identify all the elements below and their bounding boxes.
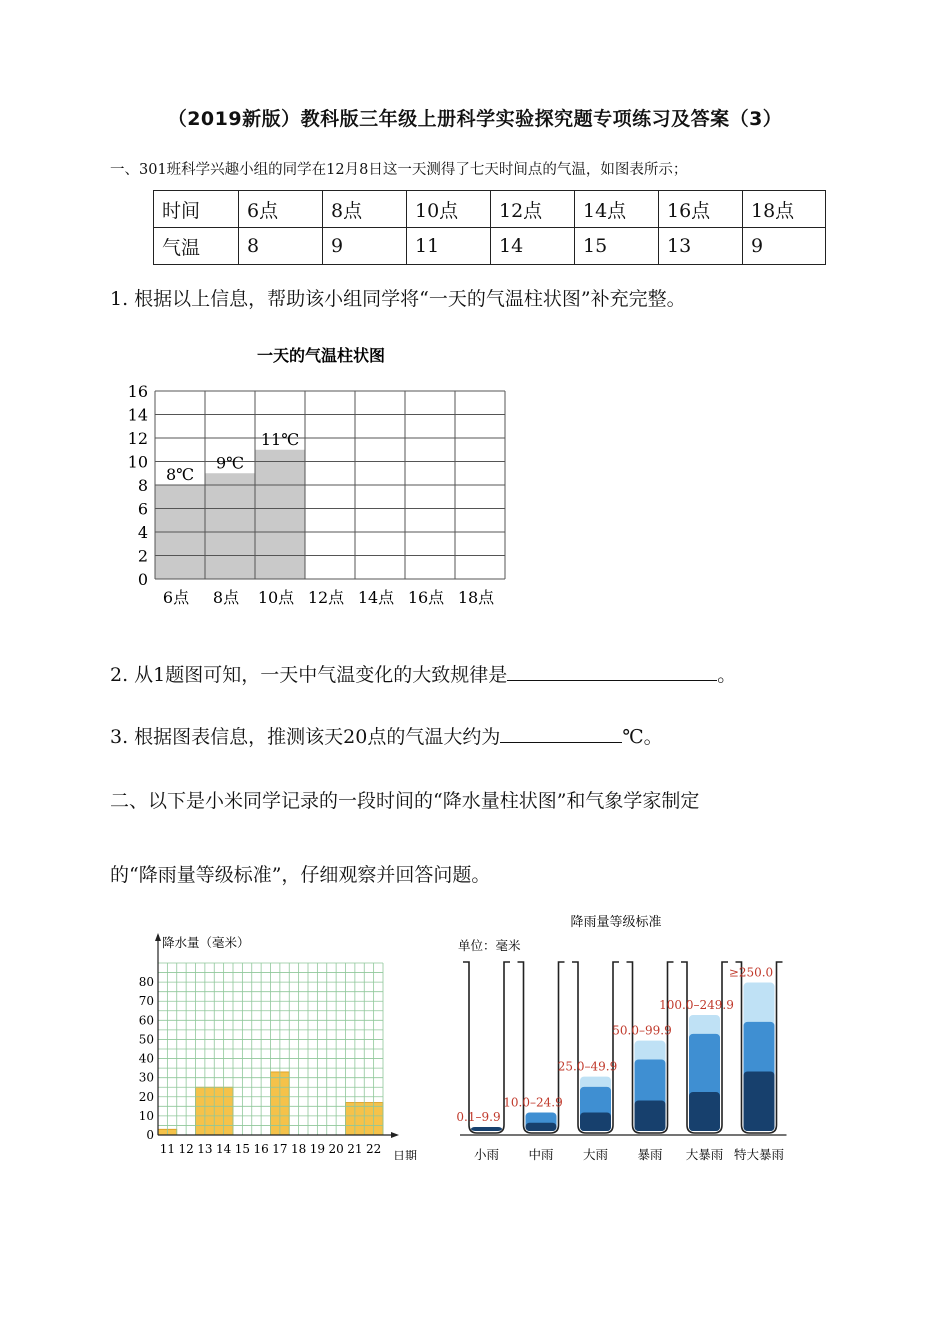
rain-level-label: 暴雨 bbox=[637, 1147, 663, 1162]
page-title: （2019新版）教科版三年级上册科学实验探究题专项练习及答案（3） bbox=[167, 108, 783, 130]
rain-range-label: 10.0–24.9 bbox=[503, 1095, 563, 1110]
x-tick-label: 16点 bbox=[407, 588, 445, 607]
rain-range-label: 0.1–9.9 bbox=[456, 1110, 501, 1125]
question-2 bbox=[110, 660, 736, 687]
question-2-end: 。 bbox=[717, 664, 737, 686]
data-label: 11℃ bbox=[260, 429, 300, 449]
y-tick-label: 70 bbox=[138, 994, 154, 1009]
y-tick-label: 40 bbox=[138, 1051, 154, 1066]
x-tick-label: 21 bbox=[347, 1142, 363, 1156]
x-tick-label: 16 bbox=[253, 1142, 269, 1156]
x-tick-label: 19 bbox=[309, 1142, 326, 1156]
x-tick-label: 17 bbox=[272, 1142, 288, 1156]
question-3 bbox=[110, 722, 663, 749]
section2-line1: 二、以下是小米同学记录的一段时间的“降水量柱状图”和气象学家制定 bbox=[110, 790, 700, 812]
x-tick-label: 18点 bbox=[457, 588, 495, 607]
tube-fill bbox=[635, 1101, 666, 1131]
y-tick-label: 6 bbox=[137, 499, 148, 519]
y-tick-label: 4 bbox=[137, 523, 148, 542]
y-tick-label: 10 bbox=[127, 452, 148, 472]
y-tick-label: 0 bbox=[137, 570, 148, 589]
section2-line2: 的“降雨量等级标准”，仔细观察并回答问题。 bbox=[110, 864, 491, 886]
y-tick-label: 80 bbox=[138, 975, 154, 990]
table-cell-time: 12点 bbox=[491, 191, 575, 228]
chart-title: 一天的气温柱状图 bbox=[256, 346, 386, 365]
x-axis-arrow bbox=[391, 1132, 399, 1138]
answer-blank-3[interactable] bbox=[500, 723, 622, 743]
x-tick-label: 10点 bbox=[257, 588, 295, 607]
rainfall-level-chart bbox=[448, 905, 820, 1170]
x-tick-label: 11 bbox=[159, 1142, 176, 1156]
y-axis-arrow bbox=[155, 933, 161, 941]
table-cell-time: 6点 bbox=[239, 191, 323, 228]
y-axis-label: 降水量（毫米） bbox=[162, 935, 250, 950]
y-tick-label: 2 bbox=[137, 546, 148, 566]
table-cell-temp: 13 bbox=[659, 228, 743, 265]
question-3-text: 3. 根据图表信息，推测该天20点的气温大约为 bbox=[110, 726, 501, 748]
y-tick-label: 12 bbox=[127, 429, 148, 448]
temperature-bar bbox=[205, 473, 255, 579]
data-label: 8℃ bbox=[165, 465, 195, 484]
y-tick-label: 8 bbox=[137, 476, 148, 495]
y-tick-label: 0 bbox=[146, 1128, 154, 1142]
x-tick-label: 18 bbox=[290, 1142, 307, 1156]
x-tick-label: 14点 bbox=[357, 588, 395, 607]
table-cell-temp: 14 bbox=[491, 228, 575, 265]
rain-range-label: ≥250.0 bbox=[728, 965, 774, 980]
table-header-temp: 气温 bbox=[154, 228, 239, 265]
table-row-time bbox=[154, 191, 826, 228]
answer-blank-2[interactable] bbox=[507, 661, 717, 681]
x-tick-label: 14 bbox=[215, 1142, 232, 1156]
y-tick-label: 14 bbox=[127, 405, 148, 425]
rainfall-level-title: 降雨量等级标准 bbox=[570, 915, 662, 930]
table-cell-temp: 9 bbox=[323, 228, 407, 265]
table-cell-temp: 8 bbox=[239, 228, 323, 265]
section1-intro: 一、301班科学兴趣小组的同学在12月8日这一天测得了七天时间点的气温，如图表所示； bbox=[110, 162, 688, 178]
tube-fill bbox=[580, 1112, 611, 1131]
temperature-bar bbox=[255, 450, 305, 579]
rain-level-label: 特大暴雨 bbox=[733, 1147, 785, 1162]
rain-range-label: 50.0–99.9 bbox=[612, 1023, 672, 1038]
table-cell-time: 16点 bbox=[659, 191, 743, 228]
rain-range-label: 100.0–249.9 bbox=[659, 998, 734, 1013]
tube-fill bbox=[526, 1123, 557, 1131]
x-tick-label: 6点 bbox=[162, 588, 190, 607]
x-tick-label: 8点 bbox=[212, 588, 240, 607]
x-axis-label: 日期 bbox=[393, 1149, 418, 1160]
y-tick-label: 30 bbox=[138, 1070, 154, 1085]
table-row-temp bbox=[154, 228, 826, 265]
tube-fill bbox=[744, 1071, 775, 1131]
tube-fill bbox=[689, 1092, 720, 1131]
table-cell-time: 18点 bbox=[743, 191, 826, 228]
x-tick-label: 12点 bbox=[307, 588, 345, 607]
y-tick-label: 50 bbox=[138, 1032, 154, 1047]
tube-fill bbox=[471, 1127, 502, 1131]
table-cell-time: 10点 bbox=[407, 191, 491, 228]
question-3-end: ℃。 bbox=[622, 726, 663, 748]
question-2-text: 2. 从1题图可知，一天中气温变化的大致规律是 bbox=[110, 664, 508, 686]
table-cell-time: 14点 bbox=[575, 191, 659, 228]
y-tick-label: 60 bbox=[138, 1013, 154, 1028]
x-tick-label: 15 bbox=[234, 1142, 251, 1156]
data-label: 9℃ bbox=[215, 453, 245, 473]
question-1: 1. 根据以上信息，帮助该小组同学将“一天的气温柱状图”补充完整。 bbox=[110, 288, 686, 310]
table-cell-time: 8点 bbox=[323, 191, 407, 228]
y-tick-label: 20 bbox=[138, 1089, 154, 1104]
y-tick-label: 16 bbox=[127, 382, 148, 401]
rain-level-label: 中雨 bbox=[528, 1147, 554, 1162]
rainfall-unit-label: 单位：毫米 bbox=[458, 938, 521, 953]
rain-level-label: 大雨 bbox=[582, 1147, 609, 1162]
rain-level-label: 大暴雨 bbox=[685, 1147, 724, 1162]
x-tick-label: 12 bbox=[178, 1142, 194, 1156]
x-tick-label: 22 bbox=[365, 1142, 382, 1156]
table-header-time: 时间 bbox=[154, 191, 239, 228]
x-tick-label: 20 bbox=[328, 1142, 344, 1156]
rain-range-label: 25.0–49.9 bbox=[557, 1059, 618, 1074]
temperature-bar-chart bbox=[110, 335, 530, 615]
table-cell-temp: 15 bbox=[575, 228, 659, 265]
table-cell-temp: 9 bbox=[743, 228, 826, 265]
table-cell-temp: 11 bbox=[407, 228, 491, 265]
temperature-table bbox=[153, 190, 826, 265]
precipitation-bar-chart bbox=[135, 925, 435, 1160]
y-tick-label: 10 bbox=[138, 1108, 154, 1123]
x-tick-label: 13 bbox=[197, 1142, 213, 1156]
rain-level-label: 小雨 bbox=[473, 1147, 500, 1162]
